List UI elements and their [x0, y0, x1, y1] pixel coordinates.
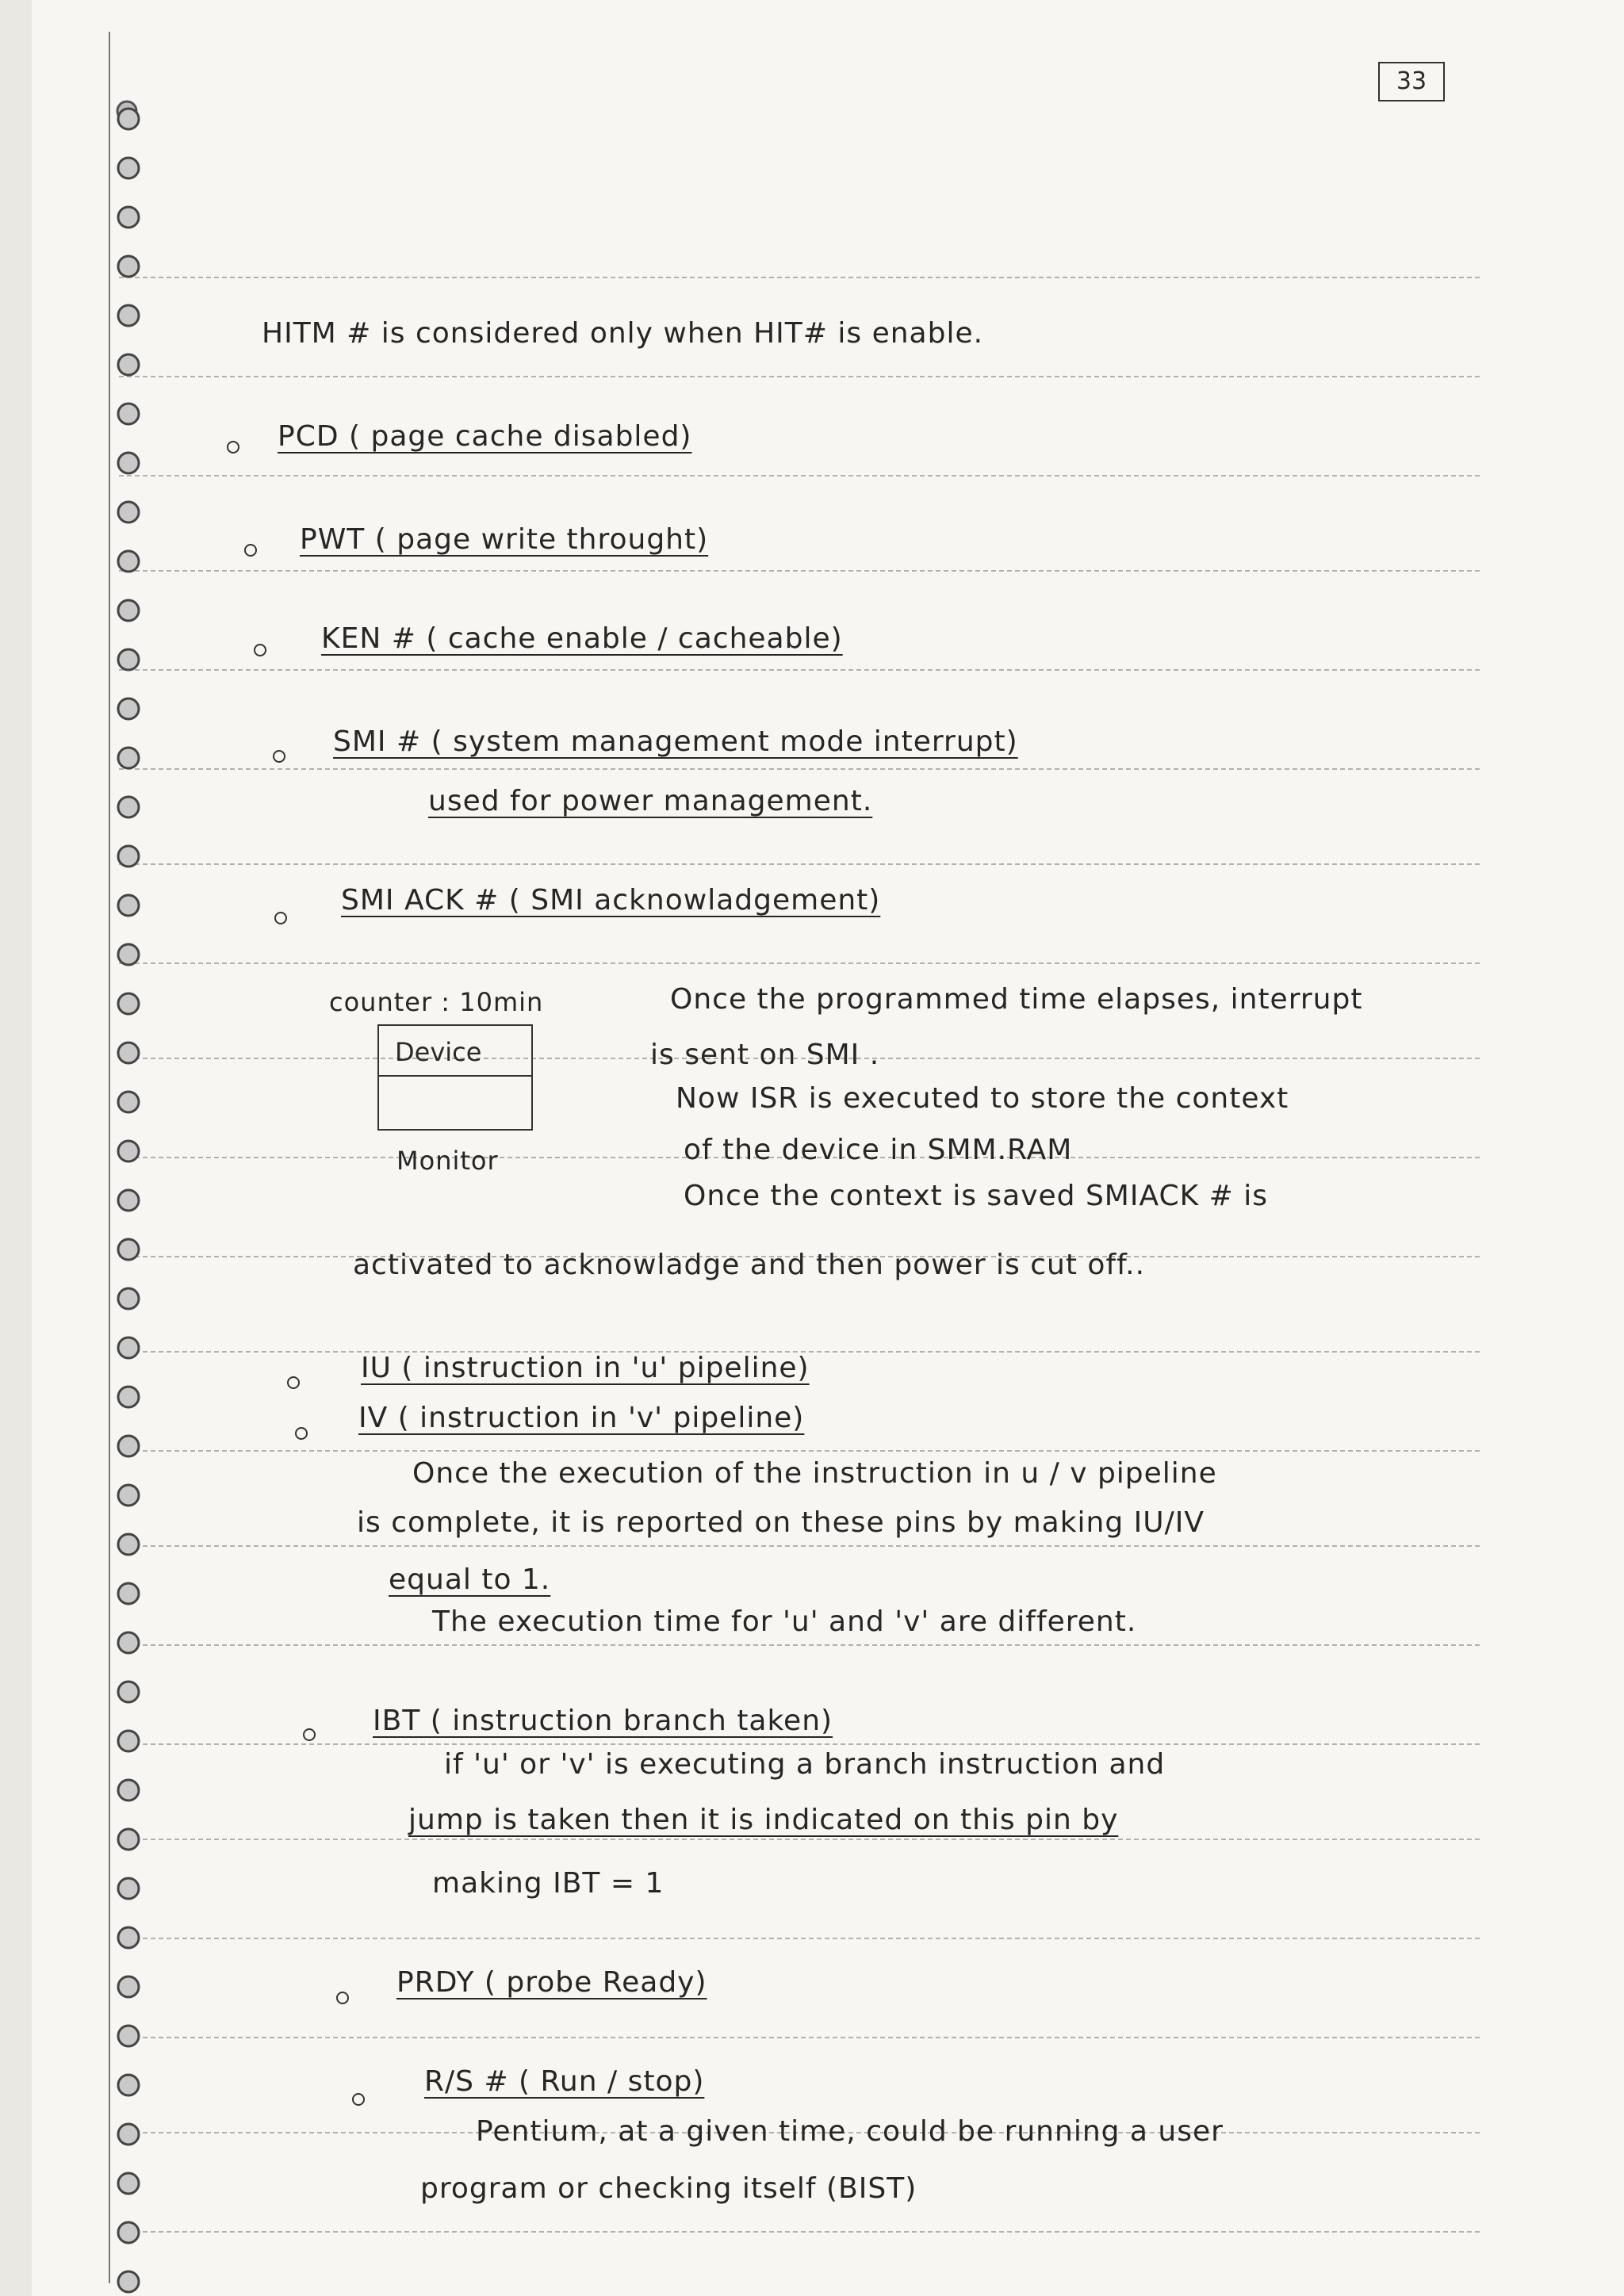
binding-hole [118, 1632, 139, 1653]
binding-hole [118, 1976, 139, 1997]
binding-hole [118, 993, 139, 1014]
binding-hole [118, 1141, 139, 1161]
binding-hole [118, 1829, 139, 1850]
ibt-text-2: jump is taken then it is indicated on this pin by [408, 1804, 1119, 1836]
smi-text-1: Once the programmed time elapses, interrupt [670, 983, 1363, 1016]
binding-hole [118, 2124, 139, 2145]
smi-heading: SMI # ( system management mode interrupt) [333, 725, 1018, 758]
pcd-heading: PCD ( page cache disabled) [278, 420, 692, 453]
binding-hole [118, 1190, 139, 1211]
exec-text-1: Once the execution of the instruction in u / v pipeline [412, 1457, 1217, 1490]
binding-hole [118, 2222, 139, 2243]
bullet-icon [287, 1376, 300, 1389]
binding-hole [118, 551, 139, 572]
page-number: 33 [1378, 62, 1445, 101]
binding-hole [118, 1239, 139, 1260]
binding-hole [118, 1534, 139, 1555]
binding-hole [118, 1927, 139, 1948]
binding-hole [118, 354, 139, 375]
ken-heading: KEN # ( cache enable / cacheable) [321, 622, 843, 655]
binding-hole [118, 404, 139, 424]
exec-text-3: equal to 1. [389, 1563, 551, 1596]
binding-hole [118, 1780, 139, 1800]
hitm-note: HITM # is considered only when HIT# is enable. [262, 317, 984, 350]
device-diagram [377, 1024, 533, 1131]
bullet-icon [352, 2093, 365, 2106]
device-label: Device [395, 1037, 482, 1067]
bullet-icon [244, 544, 257, 557]
binding-hole [118, 1387, 139, 1407]
ibt-heading: IBT ( instruction branch taken) [373, 1705, 833, 1737]
rs-text-1: Pentium, at a given time, could be running a user [476, 2115, 1224, 2148]
binding-hole [118, 256, 139, 277]
binding-hole [118, 1583, 139, 1604]
bullet-icon [336, 1992, 349, 2004]
binding-hole [118, 2075, 139, 2095]
bullet-icon [254, 644, 266, 656]
smi-text-6: activated to acknowladge and then power is cut off.. [353, 1249, 1146, 1281]
exec-text-4: The execution time for 'u' and 'v' are different. [432, 1605, 1137, 1638]
binding-hole [118, 453, 139, 473]
ibt-text-3: making IBT = 1 [432, 1867, 665, 1900]
smi-text-4: of the device in SMM.RAM [684, 1134, 1073, 1166]
device-divider [379, 1075, 531, 1077]
counter-label: counter : 10min [329, 987, 544, 1017]
binding-hole [118, 1043, 139, 1063]
smi-text-3: Now ISR is executed to store the context [676, 1082, 1289, 1115]
binding-hole [118, 895, 139, 916]
smiack-heading: SMI ACK # ( SMI acknowladgement) [341, 884, 881, 916]
pwt-heading: PWT ( page write throught) [300, 523, 709, 556]
rs-text-2: program or checking itself (BIST) [420, 2172, 917, 2205]
binding-hole [118, 158, 139, 178]
monitor-label: Monitor [396, 1146, 499, 1176]
iv-heading: IV ( instruction in 'v' pipeline) [358, 1402, 805, 1434]
binding-hole [118, 846, 139, 867]
binding-hole [118, 649, 139, 670]
spiral-binding-holes [0, 0, 159, 2296]
binding-hole [118, 502, 139, 522]
binding-hole [118, 1436, 139, 1456]
binding-hole [118, 1682, 139, 1702]
prdy-heading: PRDY ( probe Ready) [396, 1966, 707, 1999]
binding-hole [118, 944, 139, 965]
binding-hole [118, 600, 139, 621]
binding-hole [118, 2271, 139, 2292]
binding-hole [118, 698, 139, 719]
ibt-text-1: if 'u' or 'v' is executing a branch instruction and [444, 1748, 1166, 1781]
binding-hole [118, 1092, 139, 1112]
rs-heading: R/S # ( Run / stop) [424, 2065, 705, 2098]
binding-hole [118, 207, 139, 228]
binding-hole [118, 305, 139, 326]
exec-text-2: is complete, it is reported on these pins by making IU/IV [357, 1506, 1205, 1539]
smi-text-5: Once the context is saved SMIACK # is [684, 1180, 1269, 1212]
binding-hole [118, 748, 139, 768]
smi-usage: used for power management. [428, 785, 873, 817]
bullet-icon [295, 1427, 308, 1440]
binding-hole [118, 1485, 139, 1506]
iu-heading: IU ( instruction in 'u' pipeline) [361, 1352, 810, 1384]
bullet-icon [273, 750, 285, 763]
bullet-icon [303, 1728, 316, 1741]
binding-hole [118, 2026, 139, 2046]
bullet-icon [274, 912, 287, 924]
binding-hole [118, 1337, 139, 1358]
binding-hole [118, 1731, 139, 1751]
smi-text-2: is sent on SMI . [650, 1039, 880, 1071]
binding-hole [118, 109, 139, 129]
binding-hole [118, 1288, 139, 1309]
bullet-icon [227, 441, 239, 453]
binding-hole [118, 797, 139, 817]
binding-hole [118, 1878, 139, 1899]
binding-hole [118, 2173, 139, 2194]
